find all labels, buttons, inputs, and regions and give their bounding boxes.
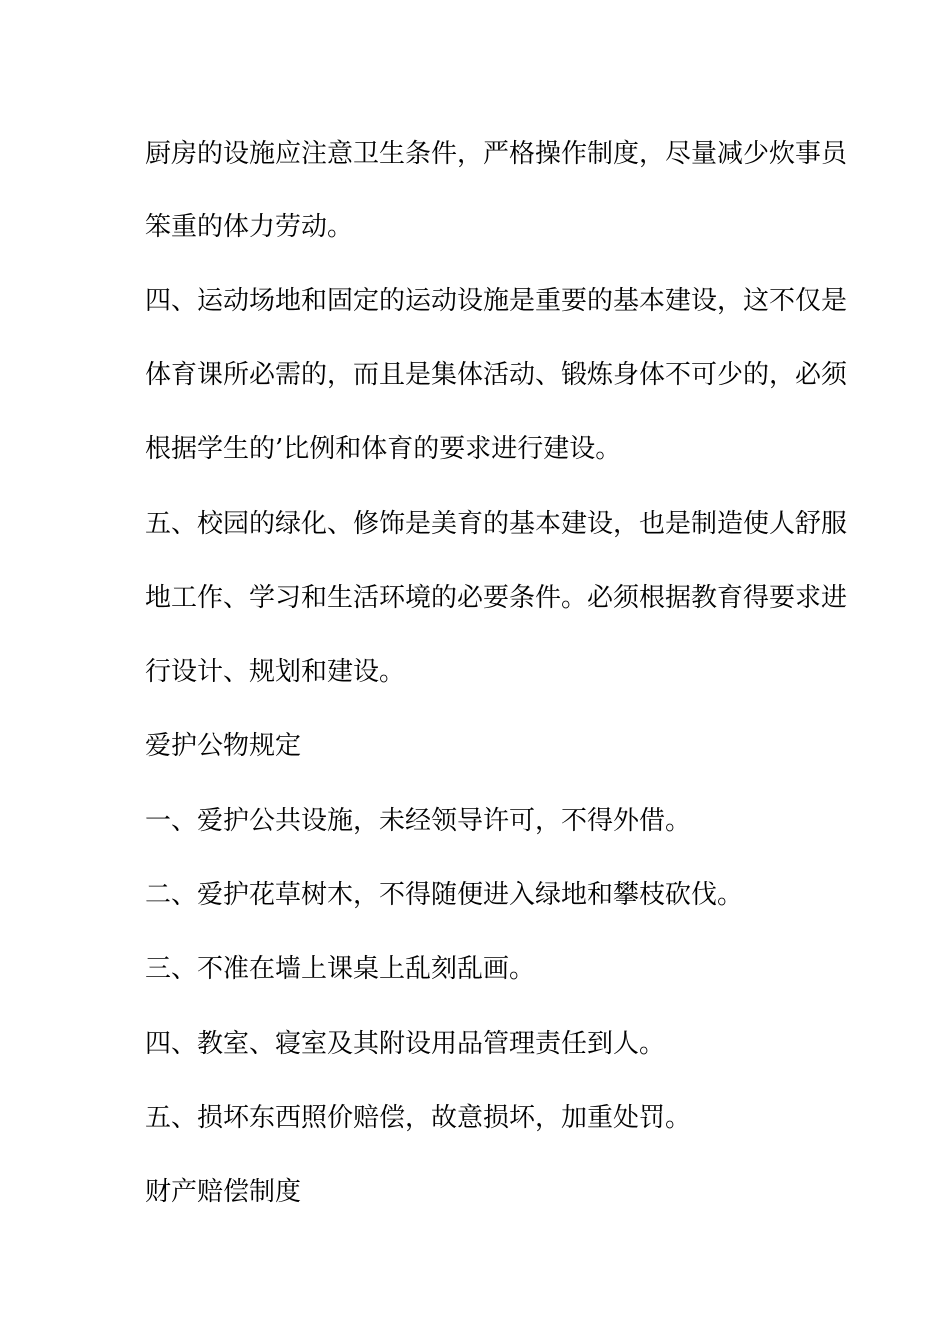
paragraph-line: 四、运动场地和固定的运动设施是重要的基本建设，这不仅是 <box>145 286 848 316</box>
rule-item: 四、教室、寝室及其附设用品管理责任到人。 <box>145 1029 666 1059</box>
paragraph-line: 根据学生的’比例和体育的要求进行建设。 <box>145 434 622 464</box>
paragraph-line: 五、校园的绿化、修饰是美育的基本建设，也是制造使人舒服 <box>145 509 848 539</box>
section-heading: 财产赔偿制度 <box>145 1177 302 1207</box>
rule-item: 五、损坏东西照价赔偿，故意损坏，加重处罚。 <box>145 1103 692 1133</box>
rule-item: 三、不准在墙上课桌上乱刻乱画。 <box>145 954 536 984</box>
paragraph-line: 体育课所必需的，而且是集体活动、锻炼身体不可少的，必须 <box>145 360 848 390</box>
rule-item: 二、爱护花草树木，不得随便进入绿地和攀枝砍伐。 <box>145 880 744 910</box>
paragraph-line: 地工作、学习和生活环境的必要条件。必须根据教育得要求进 <box>145 583 848 613</box>
section-heading: 爱护公物规定 <box>145 731 302 761</box>
paragraph-line: 厨房的设施应注意卫生条件，严格操作制度，尽量减少炊事员 <box>145 139 848 169</box>
paragraph-line: 行设计、规划和建设。 <box>145 657 406 687</box>
rule-item: 一、爱护公共设施，未经领导许可，不得外借。 <box>145 806 692 836</box>
paragraph-line: 笨重的体力劳动。 <box>145 212 354 242</box>
